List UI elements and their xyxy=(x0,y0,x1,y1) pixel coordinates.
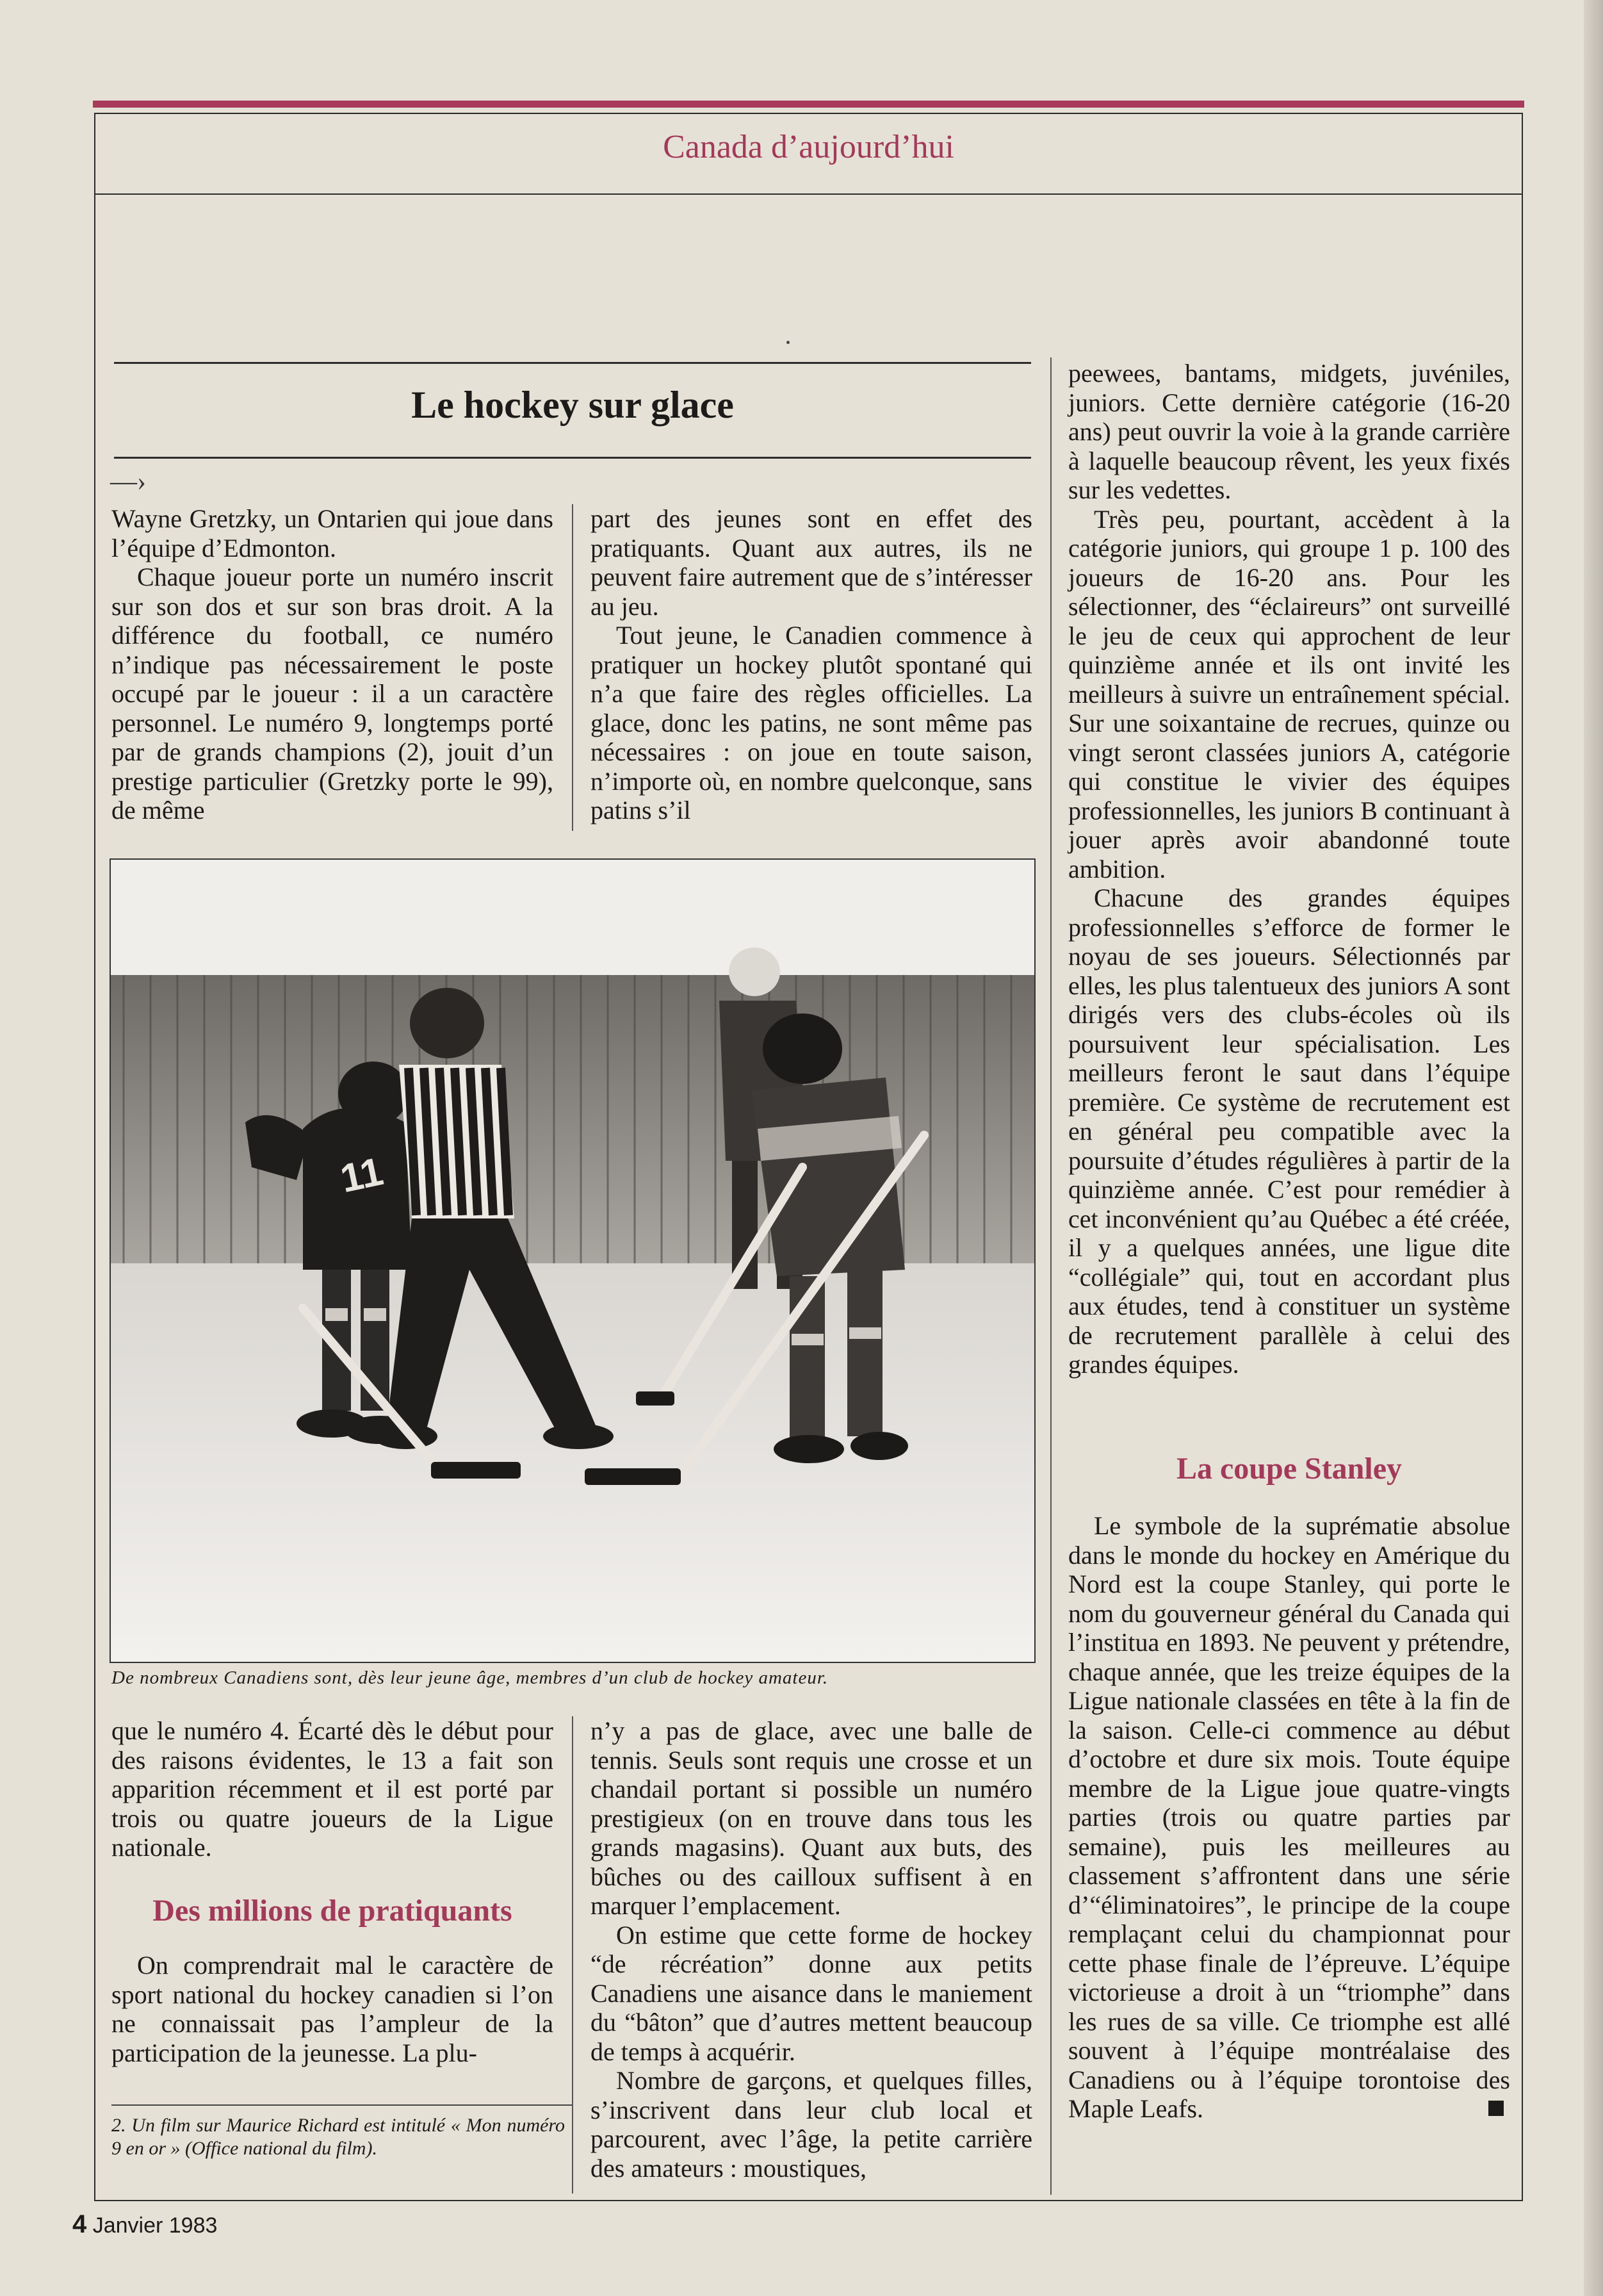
paragraph: Tout jeune, le Canadien commence à pratiquer un hockey plutôt spontané qui n’a que faire des règles officielles. La glace, donc les patins, ne sont même pas nécessaires : on joue en toute saison, n’importe où, en nombre quelconque, sans patins s’il xyxy=(590,621,1032,824)
continuation-arrow-icon: —› xyxy=(110,467,146,496)
column-3-top xyxy=(1068,359,1510,1379)
stray-dot xyxy=(786,341,790,344)
column-1-top xyxy=(111,504,553,825)
subheading-coupe-stanley: La coupe Stanley xyxy=(1176,1452,1403,1486)
column-1-bottom xyxy=(111,1716,553,1862)
jersey-number: 11 xyxy=(336,1149,387,1202)
title-rule-bottom xyxy=(114,457,1031,459)
paragraph: n’y a pas de glace, avec une balle de tennis. Seuls sont requis une crosse et un chandail portant si possible un numéro prestigieux (on en trouve dans tous les grands magasins). Quant aux buts, des bûches ou des cailloux suffisent à en marquer l’emplacement. xyxy=(590,1716,1032,1920)
paragraph: Nombre de garçons, et quelques filles, s’inscrivent dans leur club local et parcourent, avec l’âge, la petite carrière des amateurs : moustiques, xyxy=(590,2066,1032,2183)
subheading-pratiquants: Des millions de pratiquants xyxy=(152,1894,512,1928)
paragraph-text: Le symbole de la suprématie absolue dans le monde du hockey en Amérique du Nord est la coupe Stanley, qui porte le nom du gouverneur général du Canada qui l’institua en 1893. Ne peuvent y prétendre, chaque année, que les treize équipes de la Ligue nationale classées en tête à la fin de la saison. Celle-ci commence au début d’octobre et dure six mois. Toute équipe membre de la Ligue joue quatre-vingts parties (trois ou quatre parties par semaine), puis les meilleures au classement s’affrontent dans une série d’“éliminatoires”, le principe de la coupe remplaçant celui du championnat pour cette phase finale de l’épreuve. L’équipe victorieuse a droit à un “triomphe” dans les rues de sa ville. Ce triomphe est allé souvent à l’équipe montréalaise des Canadiens ou à l’équipe torontoise des Maple Leafs. xyxy=(1068,1511,1510,2123)
paragraph: On comprendrait mal le caractère de sport national du hockey canadien si l’on ne connaissait pas l’ampleur de la participation de la jeunesse. La plu- xyxy=(111,1951,553,2067)
running-head: Canada d’aujourd’hui xyxy=(663,129,954,165)
title-rule-top xyxy=(114,362,1031,364)
top-color-rule xyxy=(93,101,1524,108)
footnote: 2. Un film sur Maurice Richard est intitulé « Mon numéro 9 en or » (Office national du film). xyxy=(111,2115,565,2159)
paragraph: Chaque joueur porte un numéro inscrit sur son dos et sur son bras droit. A la différence du football, ce numéro n’indique pas nécessairement le poste occupé par le joueur : il a un caractère personnel. Le numéro 9, longtemps porté par de grands champions (2), jouit d’un prestige particulier (Gretzky porte le 99), de même xyxy=(111,562,553,824)
column-1-bottom-2 xyxy=(111,1951,553,2067)
paragraph: On estime que cette forme de hockey “de récréation” donne aux petits Canadiens une aisance dans le maniement du “bâton” que d’autres mettent beaucoup de temps à acquérir. xyxy=(590,1920,1032,2066)
paragraph: Très peu, pourtant, accèdent à la catégorie juniors, qui groupe 1 p. 100 des joueurs de 16-20 ans. Pour les sélectionner, des “éclaireurs” ont surveillé le jeu de ceux qui approchent de leur quinzième année et ils ont invité les meilleurs à suivre un entraînement spécial. Sur une soixantaine de recrues, quinze ou vingt seront classées juniors A, catégorie qui constitue le vivier des équipes professionnelles, les juniors B continuant à jouer après avoir abandonné toute ambition. xyxy=(1068,504,1510,883)
paragraph: part des jeunes sont en effet des pratiquants. Quant aux autres, ils ne peuvent faire autrement que de s’intéresser au jeu. xyxy=(590,504,1032,621)
article-title: Le hockey sur glace xyxy=(411,384,734,426)
column-3-bottom xyxy=(1068,1511,1510,2124)
issue-date: Janvier 1983 xyxy=(92,2213,218,2238)
column-divider xyxy=(572,504,573,831)
header-rule xyxy=(94,193,1523,195)
page-number: 4 xyxy=(72,2210,87,2238)
paragraph: Chacune des grandes équipes professionnelles s’efforce de former le noyau de ses joueurs. Sélectionnés par elles, les plus talentueux des juniors A sont dirigés vers des clubs-écoles où ils poursuivent leur spécialisation. Les meilleurs feront le saut dans l’équipe première. Ce système de recrutement est en général peu compatible avec la poursuite d’études régulières à partir de la quinzième année. C’est pour remédier à cet inconvénient qu’au Québec a été créée, il y a quelques années, une ligue dite “collégiale” qui, tout en accordant plus aux études, tend à constituer un système de recrutement parallèle à celui des grandes équipes. xyxy=(1068,883,1510,1379)
end-of-article-icon xyxy=(1488,2101,1504,2116)
column-2-bottom xyxy=(590,1716,1032,2183)
hockey-photo xyxy=(110,858,1036,1663)
footnote-rule xyxy=(111,2104,573,2106)
paragraph: que le numéro 4. Écarté dès le début pour des raisons évidentes, le 13 a fait son apparition récemment et il est porté par trois ou quatre joueurs de la Ligue nationale. xyxy=(111,1716,553,1862)
photo-caption: De nombreux Canadiens sont, dès leur jeune âge, membres d’un club de hockey amateur. xyxy=(111,1668,829,1688)
column-divider xyxy=(1050,357,1052,2195)
paragraph xyxy=(1068,1511,1510,2124)
column-2-top xyxy=(590,504,1032,825)
folio xyxy=(72,2210,217,2239)
column-divider xyxy=(572,1716,573,2194)
hockey-players-illustration xyxy=(111,860,1034,1662)
paragraph: peewees, bantams, midgets, juvéniles, juniors. Cette dernière catégorie (16-20 ans) peut ouvrir la voie à la grande carrière à laquelle beaucoup rêvent, les yeux fixés sur les vedettes. xyxy=(1068,359,1510,504)
paragraph: Wayne Gretzky, un Ontarien qui joue dans l’équipe d’Edmonton. xyxy=(111,504,553,562)
page-edge-shadow xyxy=(1584,0,1603,2296)
